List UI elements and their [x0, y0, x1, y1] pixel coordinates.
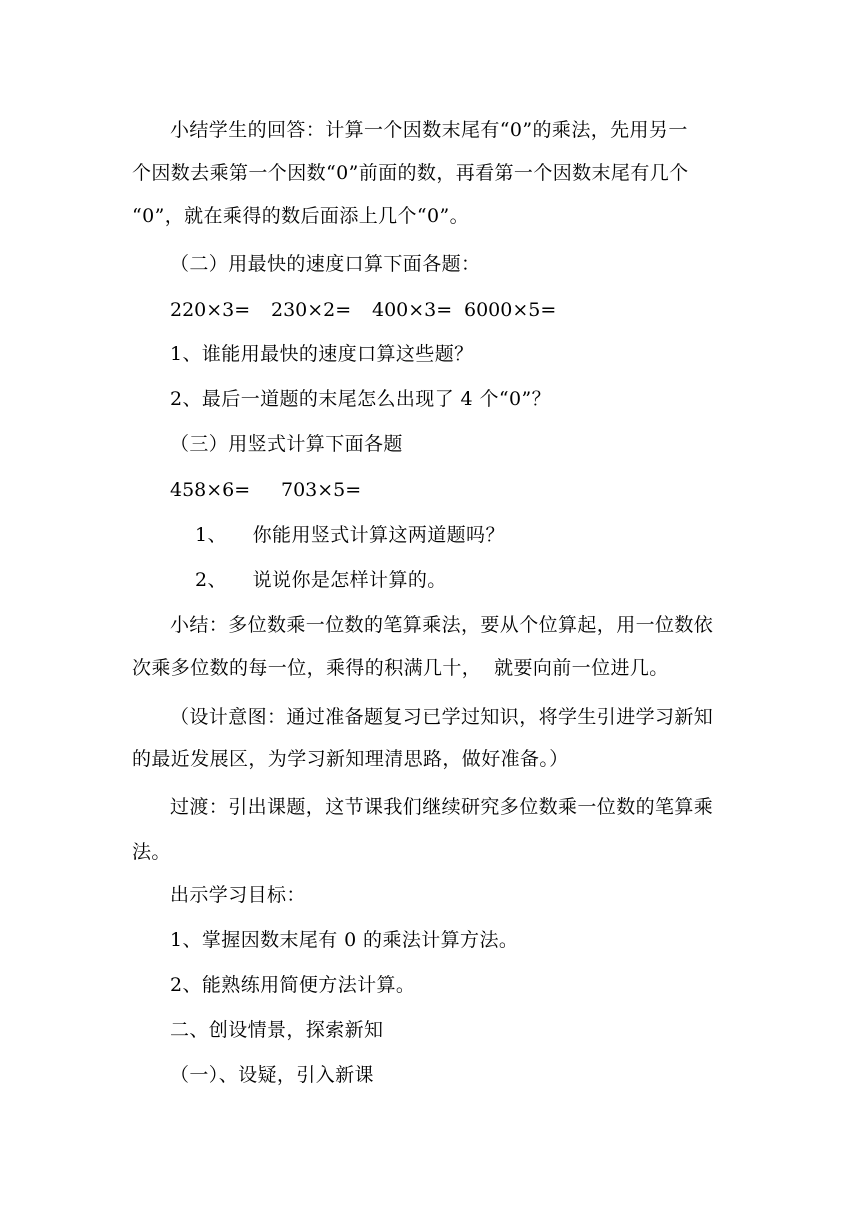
learning-goals-heading: 出示学习目标： — [170, 884, 306, 906]
learning-goal-1: 1、掌握因数末尾有 0 的乘法计算方法。 — [170, 929, 519, 951]
oral-problem-4: 6000×5= — [464, 299, 557, 321]
written-question-1: 1、 你能用竖式计算这两道题吗？ — [195, 524, 505, 546]
section-heading-3: （三）用竖式计算下面各题 — [170, 433, 403, 455]
written-problem-2: 703×5= — [281, 479, 362, 501]
summary-line-1: 小结学生的回答：计算一个因数末尾有“0”的乘法，先用另一 — [170, 119, 688, 141]
section-heading-two: 二、创设情景，探索新知 — [170, 1019, 384, 1041]
transition-line-1: 过渡：引出课题，这节课我们继续研究多位数乘一位数的笔算乘 — [170, 796, 714, 818]
design-intent-line-2: 的最近发展区，为学习新知理清思路，做好准备。） — [132, 748, 569, 770]
summary-2-line-1: 小结：多位数乘一位数的笔算乘法，要从个位算起，用一位数依 — [170, 614, 714, 636]
subsection-heading-one: （一）、设疑，引入新课 — [170, 1064, 374, 1086]
learning-goal-2: 2、能熟练用简便方法计算。 — [170, 974, 416, 996]
section-heading-2: （二）用最快的速度口算下面各题： — [170, 253, 481, 275]
summary-line-3: “0”，就在乘得的数后面添上几个“0”。 — [132, 205, 470, 227]
question-2: 2、最后一道题的末尾怎么出现了 4 个“0”？ — [170, 388, 551, 410]
written-question-2: 2、 说说你是怎样计算的。 — [195, 569, 447, 591]
written-problem-1: 458×6= — [170, 479, 251, 501]
oral-problem-1: 220×3= — [170, 299, 251, 321]
oral-problem-2: 230×2= — [271, 299, 352, 321]
transition-line-2: 法。 — [132, 841, 171, 863]
design-intent-line-1: （设计意图：通过准备题复习已学过知识，将学生引进学习新知 — [170, 706, 714, 728]
question-1: 1、谁能用最快的速度口算这些题？ — [170, 343, 474, 365]
summary-line-2: 个因数去乘第一个因数“0”前面的数，再看第一个因数末尾有几个 — [132, 162, 689, 184]
summary-2-line-2: 次乘多位数的每一位，乘得的积满几十， 就要向前一位进几。 — [132, 657, 669, 679]
oral-problem-3: 400×3= — [372, 299, 453, 321]
